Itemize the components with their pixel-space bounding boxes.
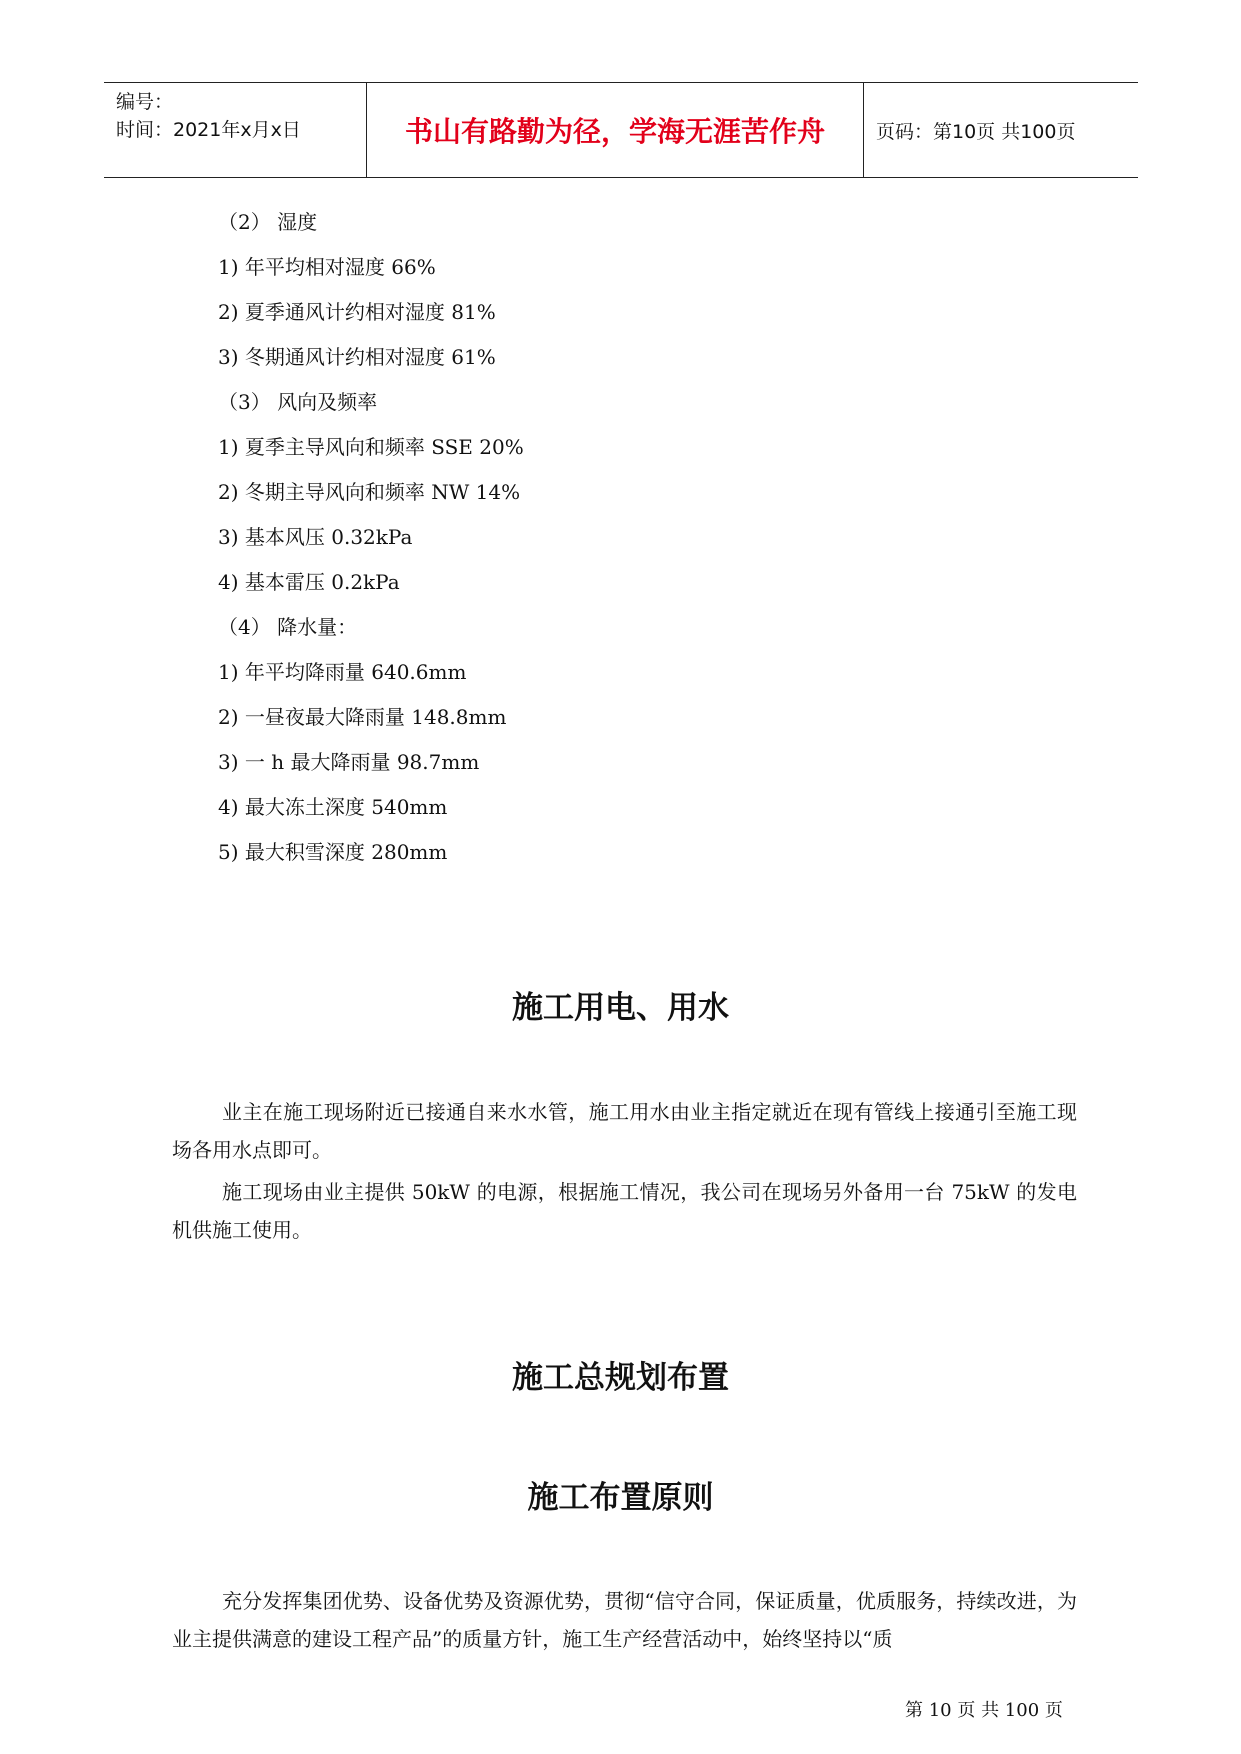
wind-item: 2) 冬期主导风向和频率 NW 14% xyxy=(218,480,521,504)
section-title-power-water: 施工用电、用水 xyxy=(512,990,729,1026)
page-footer: 第 10 页 共 100 页 xyxy=(905,1700,1063,1721)
document-number-label: 编号： xyxy=(116,91,174,113)
section-title-layout-principles: 施工布置原则 xyxy=(527,1480,714,1516)
header-page-info: 页码：第10页 共100页 xyxy=(876,120,1076,143)
section-title-general-layout: 施工总规划布置 xyxy=(512,1360,729,1396)
page-header xyxy=(104,82,1138,178)
precipitation-item: 1) 年平均降雨量 640.6mm xyxy=(218,660,467,684)
precipitation-item: 5) 最大积雪深度 280mm xyxy=(218,840,448,864)
header-left-cell xyxy=(104,83,367,177)
precipitation-item: 4) 最大冻土深度 540mm xyxy=(218,795,448,819)
precipitation-heading: （4） 降水量： xyxy=(218,615,358,639)
humidity-item: 3) 冬期通风计约相对湿度 61% xyxy=(218,345,496,369)
wind-heading: （3） 风向及频率 xyxy=(218,390,378,414)
section-paragraph: 业主在施工现场附近已接通自来水水管，施工用水由业主指定就近在现有管线上接通引至施工现场各用水点即可。 xyxy=(172,1100,1077,1162)
header-motto: 书山有路勤为径，学海无涯苦作舟 xyxy=(367,83,864,177)
wind-item: 4) 基本雷压 0.2kPa xyxy=(218,570,400,594)
wind-item: 3) 基本风压 0.32kPa xyxy=(218,525,413,549)
section-paragraph: 施工现场由业主提供 50kW 的电源，根据施工情况，我公司在现场另外备用一台 75kW 的发电机供施工使用。 xyxy=(172,1180,1077,1242)
wind-item: 1) 夏季主导风向和频率 SSE 20% xyxy=(218,435,524,459)
section-paragraph: 充分发挥集团优势、设备优势及资源优势，贯彻“信守合同，保证质量，优质服务，持续改进，为业主提供满意的建设工程产品”的质量方针，施工生产经营活动中，始终坚持以“质 xyxy=(172,1589,1077,1651)
document-time-label: 时间：2021年x月x日 xyxy=(116,119,301,141)
humidity-heading: （2） 湿度 xyxy=(218,210,318,234)
humidity-item: 1) 年平均相对湿度 66% xyxy=(218,255,436,279)
precipitation-item: 3) 一 h 最大降雨量 98.7mm xyxy=(218,750,480,774)
humidity-item: 2) 夏季通风计约相对湿度 81% xyxy=(218,300,496,324)
precipitation-item: 2) 一昼夜最大降雨量 148.8mm xyxy=(218,705,507,729)
